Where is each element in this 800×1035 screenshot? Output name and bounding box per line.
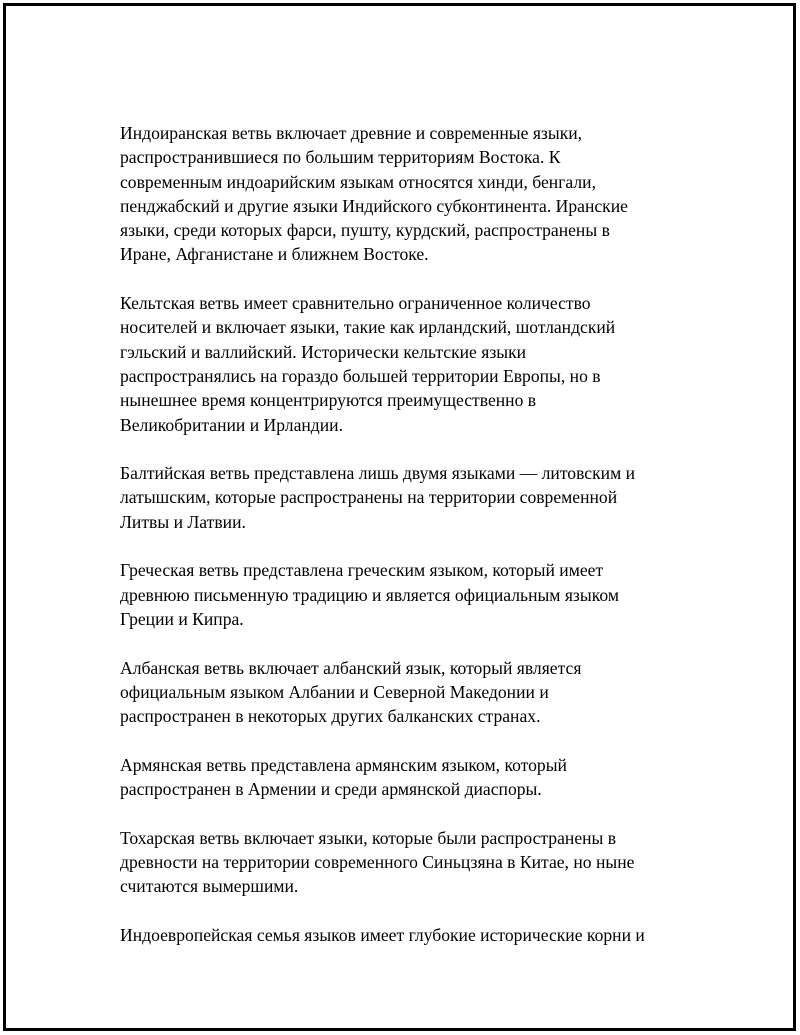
text-line: Армянская ветвь представлена армянским языком, который <box>120 754 567 775</box>
text-line: современным индоарийским языкам относятся хинди, бенгали, <box>120 171 596 192</box>
paragraph-baltic <box>120 461 680 534</box>
text-line: распространившиеся по большим территориям Востока. К <box>120 147 561 168</box>
text-line: распространен в Армении и среди армянской диаспоры. <box>120 779 542 800</box>
text-line: официальным языком Албании и Северной Македонии и <box>120 681 549 702</box>
text-line: считаются вымершими. <box>120 876 299 897</box>
text-line: древности на территории современного Синьцзяна в Китае, но ныне <box>120 851 635 872</box>
text-line: распространен в некоторых других балканских странах. <box>120 706 541 727</box>
text-line: распространялись на гораздо большей территории Европы, но в <box>120 365 601 386</box>
text-line: Кельтская ветвь имеет сравнительно ограниченное количество <box>120 293 591 314</box>
paragraph-tocharian <box>120 826 680 899</box>
text-line: пенджабский и другие языки Индийского субконтинента. Иранские <box>120 195 628 216</box>
document-page <box>3 3 796 1031</box>
text-line: языки, среди которых фарси, пушту, курдский, распространены в <box>120 220 610 241</box>
text-line: Греции и Кипра. <box>120 608 244 629</box>
text-line: гэльский и валлийский. Исторически кельтские языки <box>120 341 527 362</box>
text-line: Балтийская ветвь представлена лишь двумя языками — литовским и <box>120 463 636 484</box>
text-line: Иране, Афганистане и ближнем Востоке. <box>120 244 429 265</box>
text-line: Греческая ветвь представлена греческим языком, который имеет <box>120 560 604 581</box>
paragraph-greek <box>120 558 680 631</box>
text-line: древнюю письменную традицию и является официальным языком <box>120 584 619 605</box>
text-line: нынешнее время концентрируются преимущественно в <box>120 390 537 411</box>
paragraph-armenian <box>120 753 680 802</box>
paragraph-albanian <box>120 656 680 729</box>
text-line: латышским, которые распространены на территории современной <box>120 487 618 508</box>
text-line: Индоиранская ветвь включает древние и современные языки, <box>120 123 583 143</box>
document-body <box>120 121 680 971</box>
text-line: Тохарская ветвь включает языки, которые были распространены в <box>120 827 617 848</box>
paragraph-indo-european <box>120 923 680 947</box>
text-line: носителей и включает языки, такие как ирландский, шотландский <box>120 317 616 338</box>
paragraph-celtic <box>120 291 680 437</box>
text-line: Литвы и Латвии. <box>120 511 246 532</box>
paragraph-indo-iranian <box>120 121 680 267</box>
text-line: Индоевропейская семья языков имеет глубокие исторические корни и <box>120 924 645 945</box>
text-line: Албанская ветвь включает албанский язык, который является <box>120 657 582 678</box>
text-line: Великобритании и Ирландии. <box>120 414 343 435</box>
